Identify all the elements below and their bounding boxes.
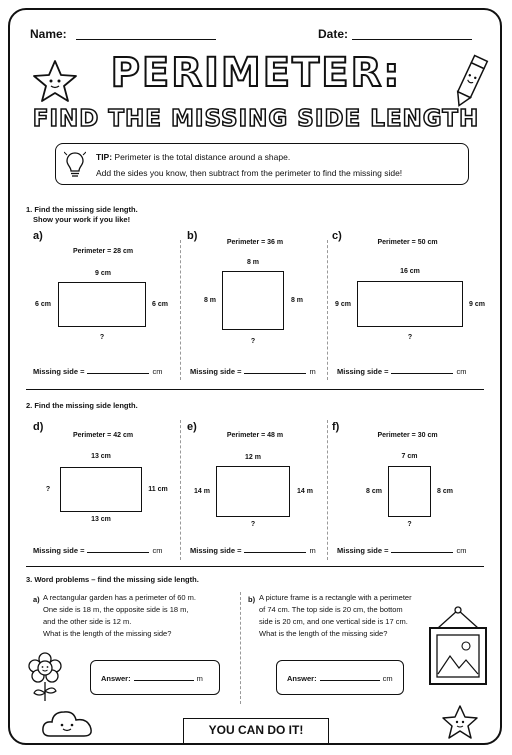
unit-label: cm: [456, 546, 467, 555]
unit-label: cm: [152, 367, 163, 376]
problem-d-top: 13 cm: [91, 453, 111, 460]
problem-e-left: 14 m: [194, 488, 210, 495]
problem-e-top: 12 m: [245, 454, 261, 461]
problem-f-perimeter: Perimeter = 30 cm: [377, 432, 438, 439]
section-3-heading: 3. Word problems – find the missing side length.: [26, 575, 199, 584]
problem-f-missing: [337, 546, 466, 555]
name-field[interactable]: [76, 39, 216, 40]
problem-a-missing: [33, 367, 162, 376]
section-2-heading: 2. Find the missing side length.: [26, 401, 138, 410]
problem-d-left: ?: [45, 486, 51, 493]
missing-label: Missing side =: [190, 546, 242, 555]
star-icon: [440, 704, 480, 740]
answer-label: Answer:: [101, 674, 131, 683]
word-problem-b: [259, 592, 412, 640]
problem-d-perimeter: Perimeter = 42 cm: [72, 432, 134, 439]
answer-label: Answer:: [287, 674, 317, 683]
problem-a-letter: a): [33, 230, 43, 242]
problem-a-bottom: ?: [99, 334, 105, 341]
answer-blank[interactable]: [244, 552, 306, 553]
answer-blank[interactable]: [244, 373, 306, 374]
unit-label: cm: [456, 367, 467, 376]
answer-blank[interactable]: [87, 373, 149, 374]
problem-c-left: 9 cm: [335, 301, 351, 308]
tip-line-1: [96, 150, 290, 164]
tip-box: [55, 143, 469, 185]
problem-c-letter: c): [332, 230, 342, 242]
answer-blank[interactable]: [320, 680, 380, 681]
page-subtitle: FIND THE MISSING SIDE LENGTH: [32, 106, 480, 132]
problem-b-rectangle: [222, 271, 284, 330]
problem-b-left: 8 m: [203, 297, 217, 304]
problem-b-bottom: ?: [250, 338, 256, 345]
problem-d-bottom: 13 cm: [91, 516, 111, 523]
answer-blank[interactable]: [391, 373, 453, 374]
problem-c-rectangle: [357, 281, 463, 327]
name-label: Name:: [30, 27, 67, 41]
answer-row-a: [101, 674, 203, 683]
problem-c-perimeter: Perimeter = 50 cm: [377, 239, 438, 246]
date-label: Date:: [318, 27, 349, 41]
answer-blank[interactable]: [391, 552, 453, 553]
problem-e-rectangle: [216, 466, 290, 517]
word-problem-a-letter: a): [33, 595, 40, 604]
missing-label: Missing side =: [337, 367, 389, 376]
unit-label: m: [309, 367, 316, 376]
divider: [180, 420, 181, 560]
answer-blank[interactable]: [87, 552, 149, 553]
problem-e-perimeter: Perimeter = 48 m: [226, 432, 284, 439]
unit-label: cm: [152, 546, 163, 555]
encouragement-banner: YOU CAN DO IT!: [183, 718, 329, 744]
section-divider: [26, 566, 484, 567]
problem-a-top: 9 cm: [95, 270, 111, 277]
problem-f-right: 8 cm: [437, 488, 453, 495]
problem-e-bottom: ?: [250, 521, 256, 528]
problem-d-missing: [33, 546, 162, 555]
word-problem-line: side is 20 cm, and one vertical side is 17 cm.: [259, 617, 408, 626]
answer-blank[interactable]: [134, 680, 194, 681]
answer-box-b: [276, 660, 404, 695]
flower-icon: [27, 651, 63, 703]
divider: [240, 592, 241, 704]
page-title: PERIMETER:: [110, 50, 402, 96]
problem-c-bottom: ?: [407, 334, 413, 341]
answer-row-b: [287, 674, 393, 683]
problem-d-right: 11 cm: [148, 486, 168, 493]
problem-b-right: 8 m: [290, 297, 304, 304]
tip-text-2: Add the sides you know, then subtract from the perimeter to find the missing side!: [96, 168, 403, 178]
problem-b-letter: b): [187, 230, 198, 242]
word-problem-line: and the other side is 12 m.: [43, 617, 132, 626]
problem-e-missing: [190, 546, 316, 555]
word-problem-line: What is the length of the missing side?: [43, 629, 172, 638]
tip-label: TIP:: [96, 152, 113, 162]
problem-f-rectangle: [388, 466, 431, 517]
divider: [327, 420, 328, 560]
problem-a-right: 6 cm: [152, 301, 168, 308]
word-problem-line: What is the length of the missing side?: [259, 629, 388, 638]
problem-c-right: 9 cm: [469, 301, 485, 308]
date-field[interactable]: [352, 39, 472, 40]
word-problem-line: of 74 cm. The top side is 20 cm, the bottom: [259, 605, 403, 614]
problem-e-right: 14 m: [297, 488, 313, 495]
problem-a-left: 6 cm: [35, 301, 51, 308]
problem-a-rectangle: [58, 282, 146, 327]
missing-label: Missing side =: [33, 546, 85, 555]
problem-b-top: 8 m: [246, 259, 260, 266]
problem-e-letter: e): [187, 421, 197, 433]
problem-d-rectangle: [60, 467, 142, 512]
word-problem-b-letter: b): [248, 595, 256, 604]
problem-c-missing: [337, 367, 466, 376]
lightbulb-icon: [64, 149, 86, 179]
problem-f-bottom: ?: [407, 521, 412, 528]
answer-box-a: [90, 660, 220, 695]
problem-f-top: 7 cm: [401, 453, 418, 460]
problem-b-perimeter: Perimeter = 36 m: [226, 239, 284, 246]
problem-f-left: 8 cm: [366, 488, 382, 495]
word-problem-line: A picture frame is a rectangle with a perimeter: [259, 593, 412, 602]
divider: [180, 240, 181, 380]
problem-c-top: 16 cm: [400, 268, 420, 275]
problem-a-perimeter: Perimeter = 28 cm: [72, 248, 134, 255]
problem-d-letter: d): [33, 421, 44, 433]
missing-label: Missing side =: [33, 367, 85, 376]
word-problem-a: [43, 592, 196, 640]
unit-label: cm: [382, 674, 393, 683]
problem-f-letter: f): [332, 421, 340, 433]
unit-label: m: [309, 546, 316, 555]
missing-label: Missing side =: [337, 546, 389, 555]
word-problem-line: A rectangular garden has a perimeter of 60 m.: [43, 593, 197, 602]
unit-label: m: [196, 674, 203, 683]
section-1-subheading: Show your work if you like!: [33, 215, 131, 224]
word-problem-line: One side is 18 m, the opposite side is 18 m,: [43, 605, 189, 614]
cloud-icon: [40, 706, 96, 740]
section-divider: [26, 389, 484, 390]
missing-label: Missing side =: [190, 367, 242, 376]
section-1-heading: 1. Find the missing side length.: [26, 205, 138, 214]
problem-b-missing: [190, 367, 316, 376]
tip-text-1: Perimeter is the total distance around a shape.: [112, 152, 291, 162]
divider: [327, 240, 328, 380]
picture-frame-icon: [426, 604, 490, 688]
